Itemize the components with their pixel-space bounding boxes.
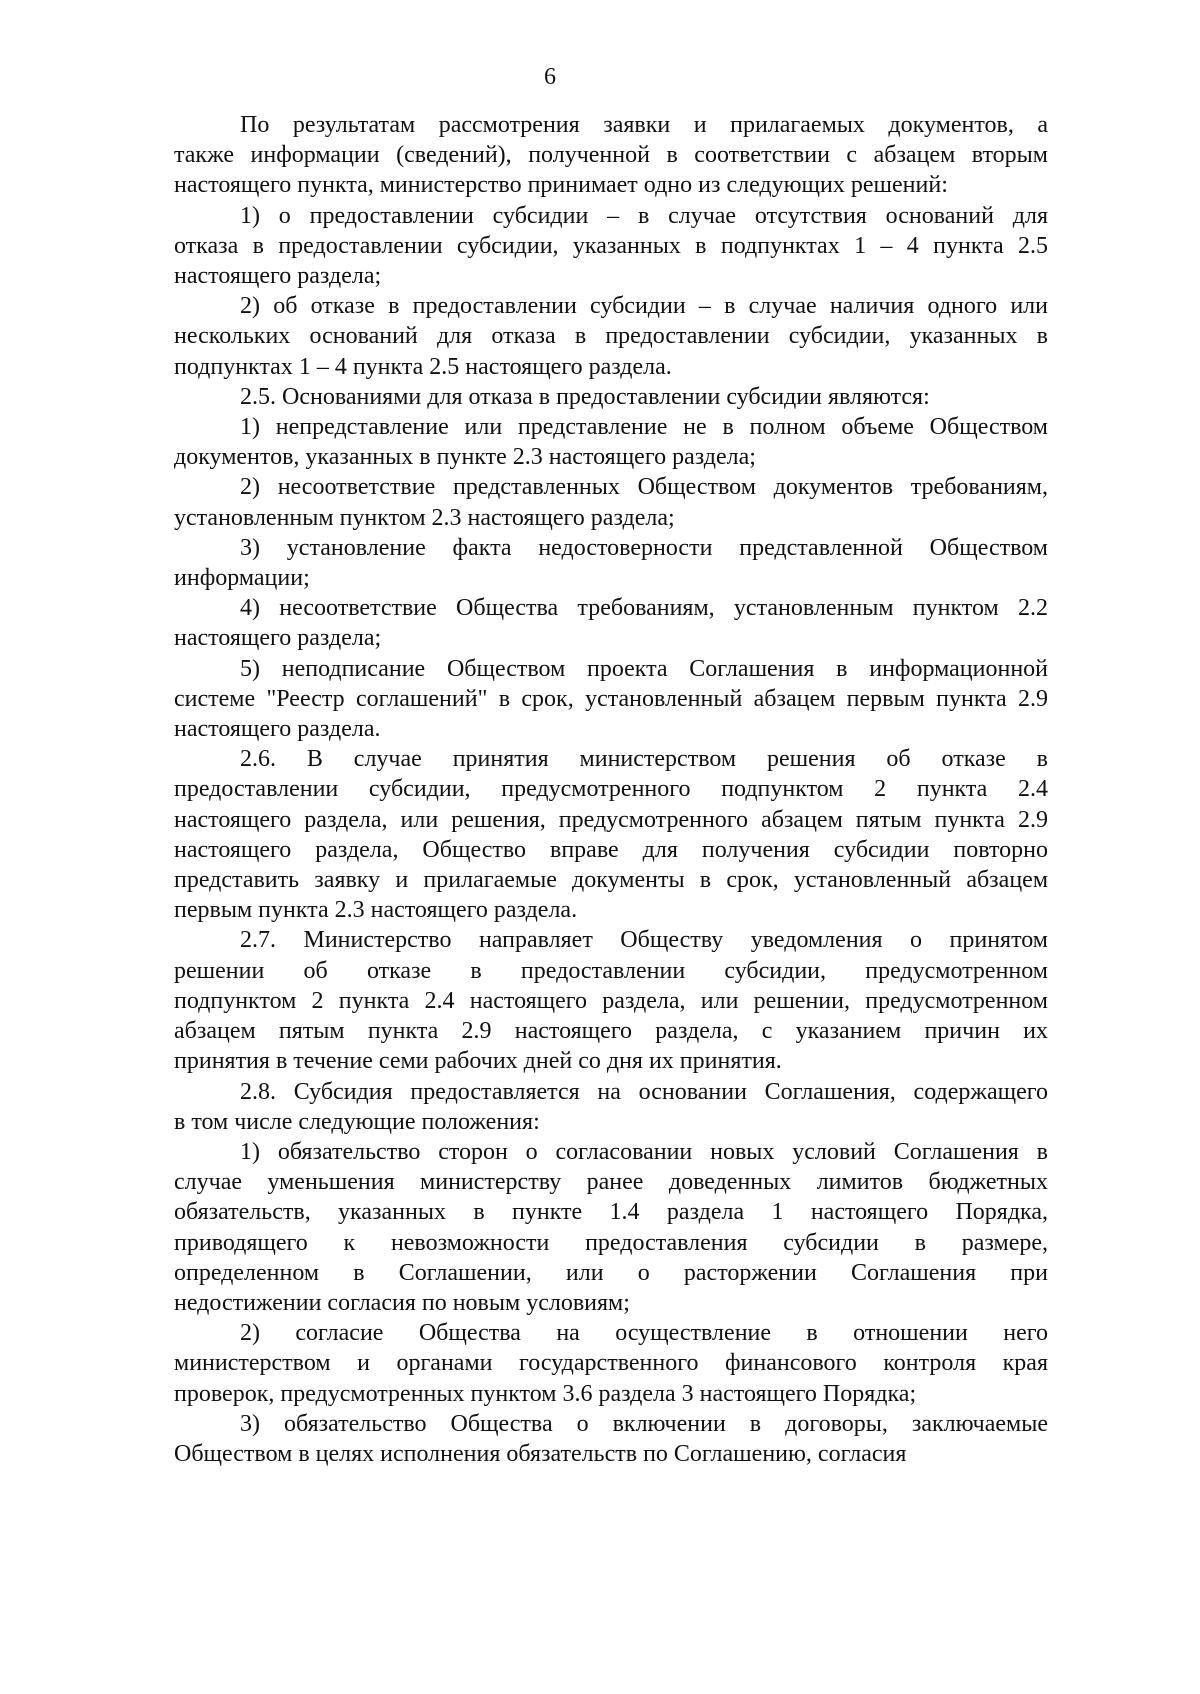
text-line: обязательств, указанных в пункте 1.4 раздела 1 настоящего Порядка, (174, 1199, 1048, 1226)
text-line: настоящего пункта, министерство принимает одно из следующих решений: (174, 172, 948, 199)
text-line: приводящего к невозможности предоставления субсидии в размере, (174, 1229, 1048, 1256)
text-line: 2) согласие Общества на осуществление в отношении него (240, 1320, 1048, 1347)
text-line: 3) установление факта недостоверности представленной Обществом (240, 534, 1048, 561)
page-number: 6 (544, 64, 556, 90)
paragraph (174, 291, 1048, 382)
paragraph (174, 533, 1048, 593)
text-line: настоящего раздела, или решения, предусмотренного абзацем пятым пункта 2.9 (174, 806, 1048, 833)
paragraph (174, 593, 1048, 653)
text-line: абзацем пятым пункта 2.9 настоящего раздела, с указанием причин их (174, 1018, 1048, 1045)
paragraph (174, 1077, 1048, 1137)
text-line: подпунктах 1 – 4 пункта 2.5 настоящего раздела. (174, 353, 672, 380)
text-line: настоящего раздела; (174, 263, 382, 290)
text-line: По результатам рассмотрения заявки и прилагаемых документов, а (240, 112, 1048, 138)
paragraph (174, 1409, 1048, 1469)
text-line: 2.6. В случае принятия министерством решения об отказе в (240, 746, 1048, 773)
text-line: документов, указанных в пункте 2.3 настоящего раздела; (174, 444, 756, 471)
text-line: также информации (сведений), полученной в соответствии с абзацем вторым (174, 142, 1048, 169)
text-line: в том числе следующие положения: (174, 1108, 540, 1135)
text-line: решении об отказе в предоставлении субсидии, предусмотренном (174, 957, 1048, 984)
paragraph (174, 1318, 1048, 1409)
text-line: 4) несоответствие Общества требованиям, установленным пунктом 2.2 (240, 595, 1048, 622)
paragraph (174, 654, 1048, 745)
text-line: 2) несоответствие представленных Обществом документов требованиям, (240, 474, 1048, 501)
text-line: принятия в течение семи рабочих дней со дня их принятия. (174, 1048, 782, 1075)
text-line: проверок, предусмотренных пунктом 3.6 раздела 3 настоящего Порядка; (174, 1380, 917, 1407)
text-line: информации; (174, 565, 310, 592)
paragraph (174, 744, 1048, 925)
text-line: 1) непредставление или представление не в полном объеме Обществом (240, 414, 1048, 441)
text-line: установленным пунктом 2.3 настоящего раздела; (174, 504, 675, 531)
text-line: отказа в предоставлении субсидии, указанных в подпунктах 1 – 4 пункта 2.5 (174, 232, 1048, 259)
text-line: подпунктом 2 пункта 2.4 настоящего раздела, или решении, предусмотренном (174, 987, 1048, 1014)
text-line: случае уменьшения министерству ранее доведенных лимитов бюджетных (174, 1169, 1048, 1196)
paragraph (174, 925, 1048, 1076)
paragraph (174, 1137, 1048, 1318)
paragraph (174, 201, 1048, 292)
text-line: 2.7. Министерство направляет Обществу уведомления о принятом (240, 927, 1048, 954)
text-line: предоставлении субсидии, предусмотренного подпунктом 2 пункта 2.4 (174, 776, 1048, 803)
text-line: 1) обязательство сторон о согласовании новых условий Соглашения в (240, 1138, 1048, 1165)
text-line: настоящего раздела. (174, 716, 381, 743)
text-line: определенном в Соглашении, или о расторжении Соглашения при (174, 1259, 1048, 1286)
text-line: первым пункта 2.3 настоящего раздела. (174, 897, 578, 924)
text-line: представить заявку и прилагаемые документы в срок, установленный абзацем (174, 867, 1048, 894)
text-line: 2.5. Основаниями для отказа в предоставлении субсидии являются: (240, 383, 930, 410)
text-line: 2) об отказе в предоставлении субсидии – в случае наличия одного или (240, 293, 1048, 320)
text-line: 5) неподписание Обществом проекта Соглашения в информационной (240, 655, 1048, 682)
text-line: 2.8. Субсидия предоставляется на основании Соглашения, содержащего (240, 1078, 1048, 1105)
text-line: настоящего раздела, Общество вправе для получения субсидии повторно (174, 836, 1048, 863)
text-line: настоящего раздела; (174, 625, 382, 652)
paragraph (174, 110, 1048, 201)
text-line: недостижении согласия по новым условиям; (174, 1289, 630, 1316)
paragraph (174, 382, 1048, 412)
text-line: нескольких оснований для отказа в предоставлении субсидии, указанных в (174, 323, 1048, 350)
paragraph (174, 472, 1048, 532)
text-line: Обществом в целях исполнения обязательств по Соглашению, согласия (174, 1440, 907, 1467)
text-line: 1) о предоставлении субсидии – в случае отсутствия оснований для (240, 202, 1048, 229)
paragraph (174, 412, 1048, 472)
text-line: системе "Реестр соглашений" в срок, установленный абзацем первым пункта 2.9 (174, 685, 1048, 712)
document-body (174, 110, 1048, 1469)
text-line: министерством и органами государственного финансового контроля края (174, 1350, 1048, 1377)
text-line: 3) обязательство Общества о включении в договоры, заключаемые (240, 1410, 1048, 1437)
